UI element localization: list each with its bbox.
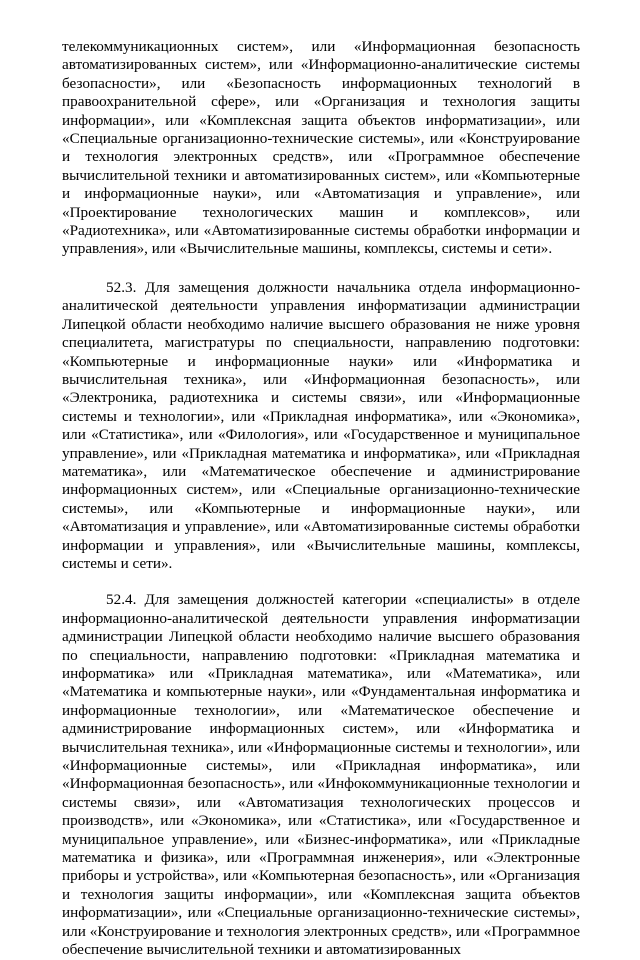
paragraph-continuation: телекоммуникационных систем», или «Информационная безопасность автоматизированных систем», или «Информационно-аналитические системы безопасности», или «Безопасность информационных технологий в правоохранительной сфере», или «Организация и технология защиты информации», или «Комплексная защита объектов информатизации», или «Специальные организационно-технические системы», или «Конструирование и технология электронных средств», или «Программное обеспечение вычислительной техники и автоматизированных систем», или «Компьютерные и информационные науки», или «Автоматизация и управление», или «Проектирование технологических машин и комплексов», или «Радиотехника», или «Автоматизированные системы обработки информации и управления», или «Вычислительные машины, комплексы, системы и сети». — [62, 38, 580, 258]
paragraph-52-3: 52.3. Для замещения должности начальника отдела информационно-аналитической деятельности управления информатизации администрации Липецкой области необходимо наличие высшего образования не ниже уровня специалитета, магистратуры по специальности, направлению подготовки: «Компьютерные и информационные науки» или «Информатика и вычислительная техника», или «Информационная безопасность», или «Электроника, радиотехника и системы связи», или «Информационные системы и технологии», или «Прикладная информатика», или «Экономика», или «Статистика», или «Филология», или «Государственное и муниципальное управление», или «Прикладная математика и информатика», или «Прикладная математика», или «Математическое обеспечение и администрирование информационных систем», или «Специальные организационно-технические системы», или «Компьютерные и информационные науки», или «Автоматизация и управление», или «Автоматизированные системы обработки информации и управления», или «Вычислительные машины, комплексы, системы и сети». — [62, 278, 580, 572]
paragraph-52-4: 52.4. Для замещения должностей категории «специалисты» в отделе информационно-аналитической деятельности управления информатизации администрации Липецкой области необходимо наличие высшего образования по специальности, направлению подготовки: «Прикладная математика и информатика» или «Прикладная математика», или «Математика», или «Математика и компьютерные науки», или «Фундаментальная информатика и информационные технологии», или «Математическое обеспечение и администрирование информационных систем», или «Информатика и вычислительная техника», или «Информационные системы и технологии», или «Информационные системы», или «Прикладная информатика», или «Информационная безопасность», или «Инфокоммуникационные технологии и системы связи», или «Автоматизация технологических процессов и производств», или «Экономика», или «Статистика», или «Государственное и муниципальное управление», или «Бизнес-информатика», или «Прикладные математика и физика», или «Программная инженерия», или «Электронные приборы и устройства», или «Компьютерная безопасность», или «Организация и технология защиты информации», или «Комплексная защита объектов информатизации», или «Специальные организационно-технические системы», или «Конструирование и технология электронных средств», или «Программное обеспечение вычислительной техники и автоматизированных — [62, 591, 580, 959]
document-page — [62, 38, 580, 960]
